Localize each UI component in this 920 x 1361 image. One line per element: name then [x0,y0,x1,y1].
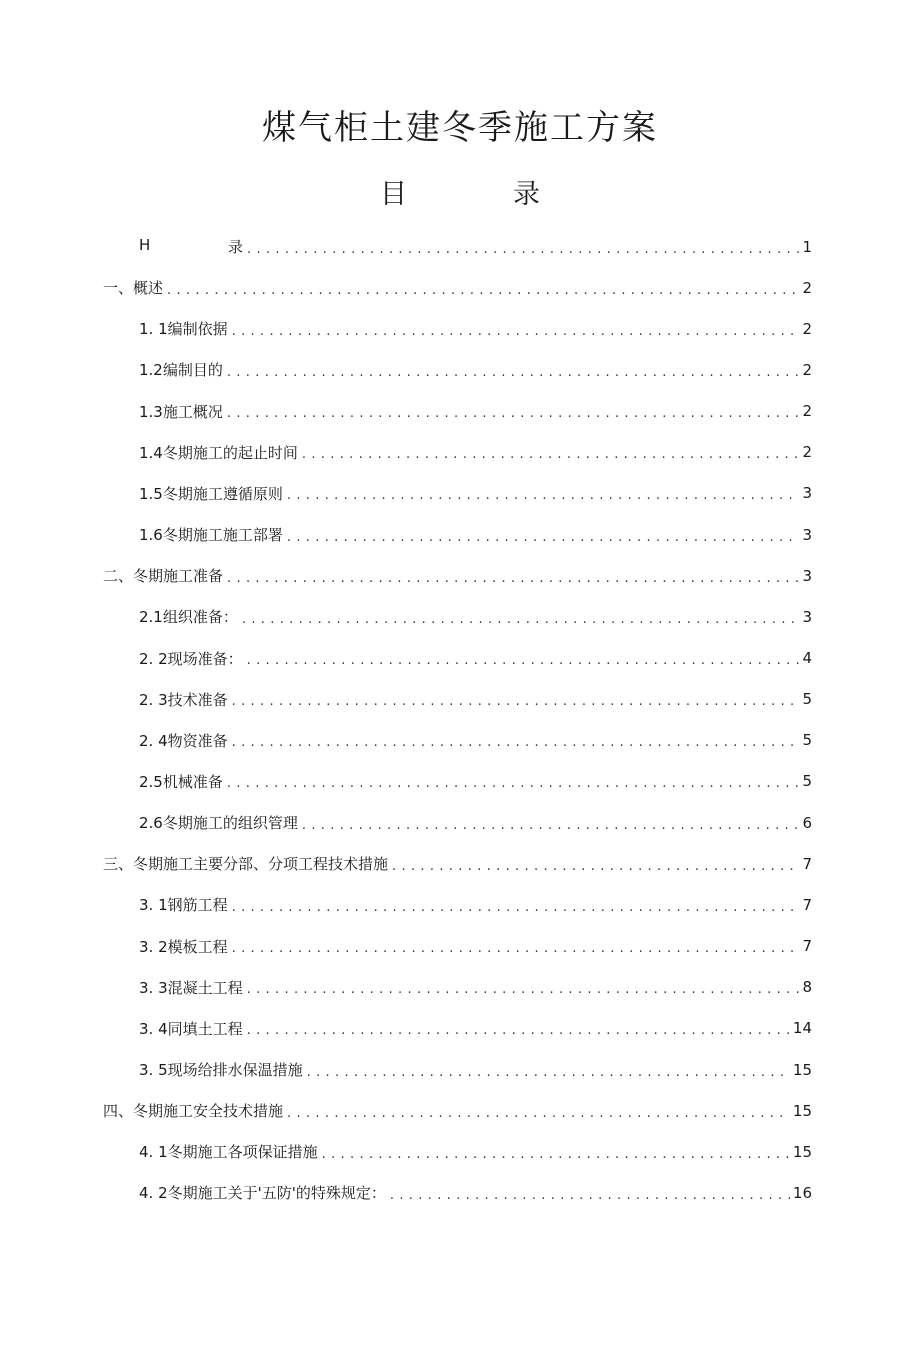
toc-entry-page: 15 [792,1101,812,1120]
toc-entry-label: 2. 3技术准备 [139,690,228,709]
toc-entry-page: 2 [802,278,812,297]
toc-entry[interactable] [139,884,812,925]
toc-entry-page: 7 [802,895,812,914]
toc-entry[interactable] [103,1090,812,1131]
toc-leader-dots [232,938,800,956]
toc-entry[interactable] [139,391,812,432]
toc-leader-dots [390,1185,790,1203]
toc-entry-label: 2.6冬期施工的组织管理 [139,814,298,833]
toc-entry[interactable] [139,638,812,679]
toc-entry[interactable] [139,967,812,1008]
toc-leader-dots [302,444,800,462]
toc-entry-label: 1. 1编制依据 [139,320,228,339]
toc-leader-dots [392,856,799,874]
toc-leader-dots [227,403,800,421]
toc-entry-page: 3 [802,525,812,544]
toc-entry-label: 2. 4物资准备 [139,731,228,750]
toc-leader-dots [287,527,800,545]
toc-entry-label: 一、概述 [103,279,164,298]
toc-entry-label: 1.3施工概况 [139,402,223,421]
toc-entry-label: 二、冬期施工准备 [103,567,224,586]
toc-leader-dots [167,280,799,298]
toc-entry-page: 7 [802,854,812,873]
toc-leader-dots [227,362,800,380]
toc-entry-label: 3. 5现场给排水保温措施 [139,1061,303,1079]
toc-entry[interactable] [139,596,812,637]
toc-leader-dots [227,568,799,586]
toc-entry-label: 三、冬期施工主要分部、分项工程技术措施 [103,855,389,874]
document-title: 煤气柜土建冬季施工方案 [262,108,658,148]
toc-entry-label [139,236,243,257]
toc-entry-label: 1.6冬期施工施工部署 [139,526,283,545]
toc-entry[interactable] [139,514,812,555]
toc-entry[interactable] [103,267,812,308]
toc-entry[interactable] [139,802,812,843]
toc-leader-dots [242,609,800,627]
toc-entry-page: 5 [802,731,812,750]
toc-heading-char-1: 目 [380,179,407,210]
toc-entry-label: 2. 2现场准备： [139,649,243,668]
toc-entry-label: 2.1组织准备： [139,608,238,627]
toc-entry-page: 2 [802,402,812,421]
toc-entry[interactable] [139,1131,812,1172]
toc-entry-page: 3 [802,484,812,503]
toc-entry-label: 4. 1冬期施工各项保证措施 [139,1143,318,1162]
toc-entry[interactable] [103,843,812,884]
toc-entry-label-part: H [139,236,151,254]
toc-entry-page: 8 [802,978,812,997]
toc-entry[interactable] [139,679,812,720]
toc-entry-page: 14 [792,1019,812,1038]
toc-leader-dots [247,650,800,668]
toc-entry-page: 15 [792,1060,812,1079]
toc-entry[interactable] [139,926,812,967]
toc-leader-dots [247,979,800,997]
toc-leader-dots [322,1144,790,1162]
toc-entry[interactable] [139,432,812,473]
toc-heading-char-2: 录 [513,179,540,210]
toc-entry-page: 1 [802,237,812,256]
toc-entry-label: 1.5冬期施工遵循原则 [139,484,283,503]
toc-entry[interactable] [139,1172,812,1213]
toc-entry-label: 四、冬期施工安全技术措施 [103,1102,284,1121]
toc-entry-page: 15 [792,1142,812,1161]
toc-entry-page: 6 [802,813,812,832]
toc-entry-label: 1.4冬期施工的起止时间 [139,443,298,462]
toc-leader-dots [287,1103,790,1121]
toc-entry[interactable] [139,308,812,349]
toc-leader-dots [247,239,799,257]
toc-entry-label: 4. 2冬期施工关于'五防'的特殊规定： [139,1184,386,1203]
toc-entry[interactable] [103,555,812,596]
toc-entry[interactable] [139,1049,812,1090]
toc-entry-page: 5 [802,690,812,709]
toc-entry-page: 7 [802,937,812,956]
toc-entry-label: 3. 1钢筋工程 [139,896,228,915]
toc-entry-page: 4 [802,649,812,667]
toc-entry-page: 16 [792,1183,812,1202]
toc-leader-dots [247,1020,790,1038]
toc-entry-label-part: 录 [227,238,243,256]
toc-entry-page: 5 [802,772,812,791]
toc-entry[interactable] [139,226,812,267]
toc-entry[interactable] [139,720,812,761]
toc-heading [380,172,540,211]
toc-entry[interactable] [139,473,812,514]
toc-entry-label: 1.2编制目的 [139,361,223,380]
toc-entry-page: 3 [802,607,812,626]
toc-entry-label: 2.5机械准备 [139,772,223,791]
toc-entry-label: 3. 2模板工程 [139,937,228,956]
toc-entry-label: 3. 3混凝土工程 [139,978,243,997]
toc-entry[interactable] [139,349,812,390]
toc-leader-dots [307,1062,790,1080]
toc-leader-dots [227,773,800,791]
toc-leader-dots [232,691,800,709]
toc-leader-dots [232,321,800,339]
toc-entry-label: 3. 4同填土工程 [139,1019,243,1038]
toc-entry-page: 2 [802,443,812,462]
toc-leader-dots [287,485,800,503]
toc-leader-dots [232,897,800,915]
toc-leader-dots [232,732,800,750]
toc-leader-dots [302,815,800,833]
toc-entry-page: 2 [802,360,812,379]
toc-entry[interactable] [139,1008,812,1049]
toc-entry-page: 3 [802,566,812,585]
toc-entry[interactable] [139,761,812,802]
toc-entry-page: 2 [802,319,812,338]
